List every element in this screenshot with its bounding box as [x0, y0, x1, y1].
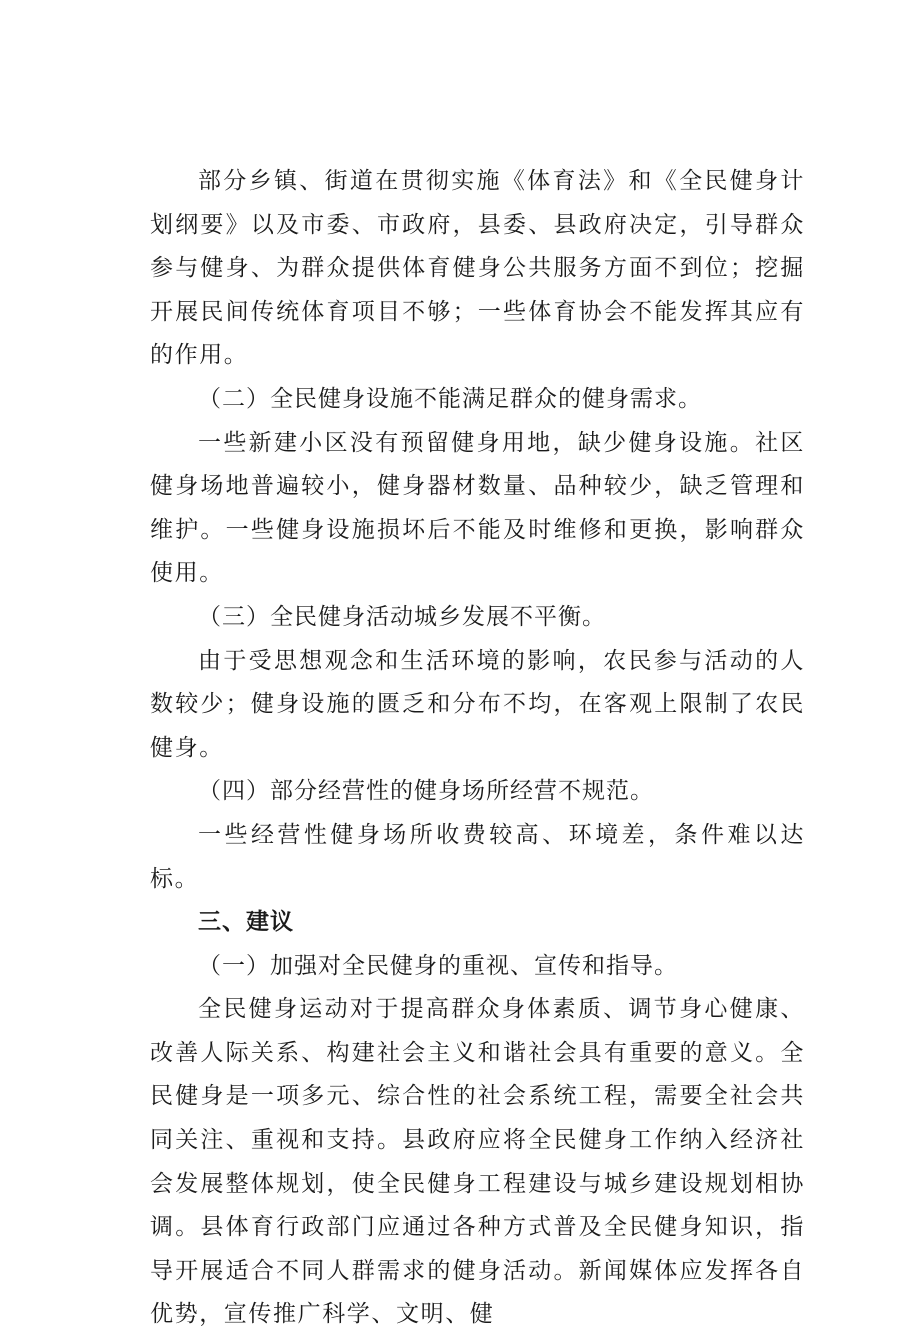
paragraph-promotion: 全民健身运动对于提高群众身体素质、调节身心健康、改善人际关系、构建社会主义和谐社会具有重要的意义。全民健身是一项多元、综合性的社会系统工程，需要全社会共同关注、重视和支持。县政府应将全民健身工作纳入经济社会发展整体规划，使全民健身工程建设与城乡建设规划相协调。县体育行政部门应通过各种方式普及全民健身知识，指导开展适合不同人群需求的健身活动。新闻媒体应发挥各自优势，宣传推广科学、文明、健	[150, 996, 805, 1328]
paragraph-facilities: 一些新建小区没有预留健身用地，缺少健身设施。社区健身场地普遍较小，健身器材数量、品种较少，缺乏管理和维护。一些健身设施损坏后不能及时维修和更换，影响群众使用。	[150, 429, 805, 587]
subheading-promotion: （一）加强对全民健身的重视、宣传和指导。	[198, 952, 678, 979]
document-body	[150, 160, 805, 1337]
subheading-facilities: （二）全民健身设施不能满足群众的健身需求。	[198, 385, 702, 412]
section-heading-suggestions: 三、建议	[198, 909, 294, 936]
subheading-commercial-venues: （四）部分经营性的健身场所经营不规范。	[198, 778, 654, 805]
paragraph-urban-rural: 由于受思想观念和生活环境的影响，农民参与活动的人数较少；健身设施的匮乏和分布不均，在客观上限制了农民健身。	[150, 647, 805, 761]
subheading-urban-rural: （三）全民健身活动城乡发展不平衡。	[198, 603, 606, 630]
paragraph-commercial-venues: 一些经营性健身场所收费较高、环境差，条件难以达标。	[150, 821, 805, 892]
paragraph-township-implementation: 部分乡镇、街道在贯彻实施《体育法》和《全民健身计划纲要》以及市委、市政府，县委、县政府决定，引导群众参与健身、为群众提供体育健身公共服务方面不到位；挖掘开展民间传统体育项目不够；一些体育协会不能发挥其应有的作用。	[150, 168, 805, 369]
